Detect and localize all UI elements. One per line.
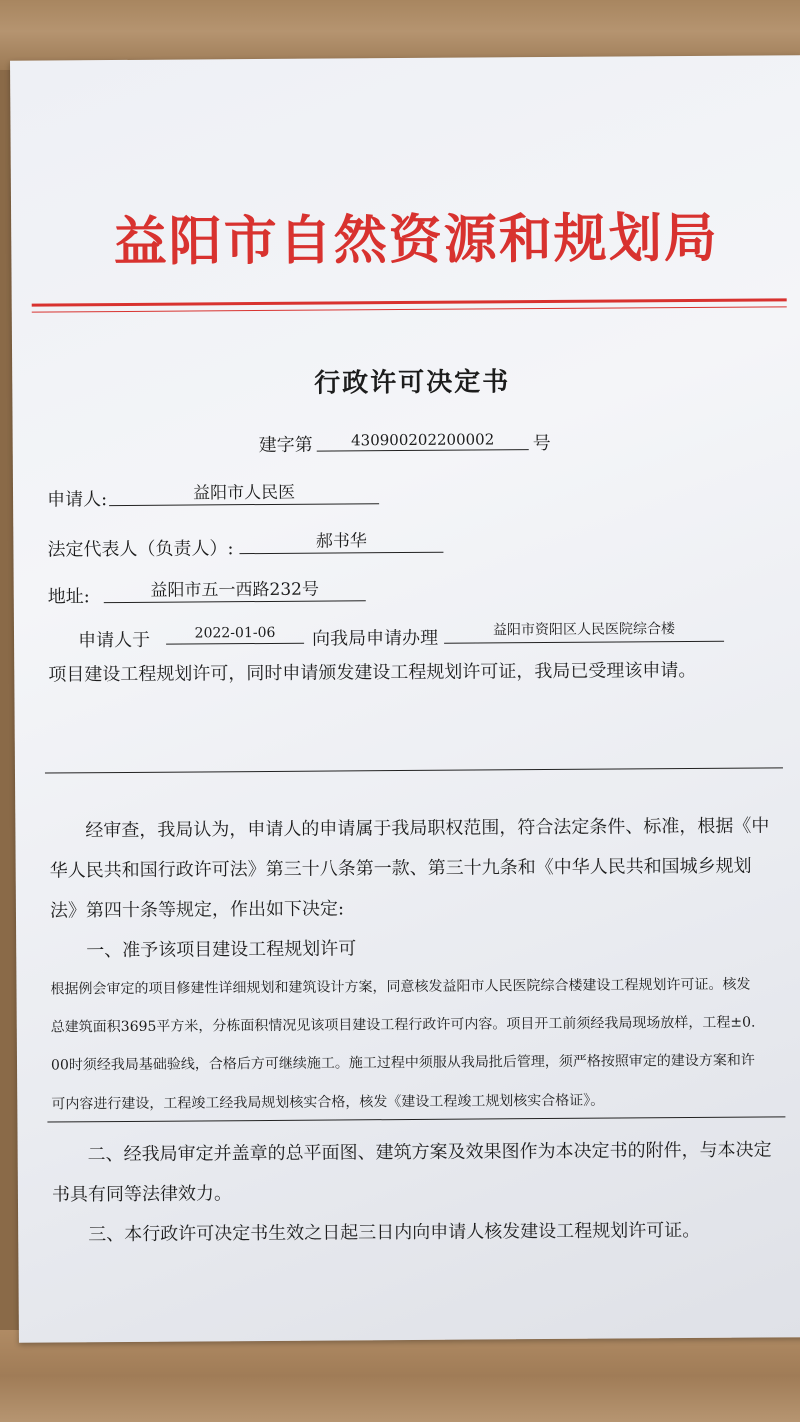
review-line-3: 法》第四十条等规定，作出如下决定: — [49, 898, 345, 922]
doc-number-prefix: 建字第 — [258, 434, 313, 457]
legal-rep-label: 法定代表人（负责人）: — [47, 538, 234, 561]
address-value: 益阳市五一西路232号 — [104, 578, 366, 603]
agency-header: 益阳市自然资源和规划局 — [113, 207, 719, 274]
doc-number: 430900202200002 — [317, 429, 529, 451]
application-project: 益阳市资阳区人民医院综合楼 — [444, 617, 724, 644]
application-date: 2022-01-06 — [166, 623, 304, 645]
document-paper — [10, 55, 800, 1342]
decision-1-body-4: 可内容进行建设，工程竣工经我局规划核实合格，核发《建设工程竣工规划核实合格证》。 — [51, 1092, 605, 1113]
wooden-table-bottom — [0, 1330, 800, 1422]
header-red-rule — [32, 298, 787, 306]
decision-2-line-1: 二、经我局审定并盖章的总平面图、建筑方案及效果图作为本决定书的附件，与本决定 — [87, 1139, 772, 1166]
applicant-value: 益阳市人民医 — [109, 481, 379, 506]
application-line2: 项目建设工程规划许可，同时申请颁发建设工程规划许可证，我局已受理该申请。 — [48, 659, 697, 686]
decision-1-body-2: 总建筑面积3695平方米，分栋面积情况见该项目建设工程行政许可内容。项目开工前须经我局现场放样，工程±0. — [50, 1014, 756, 1036]
document-title: 行政许可决定书 — [314, 367, 511, 399]
application-middle: 向我局申请办理 — [311, 627, 439, 650]
decision-1-rule — [47, 1116, 785, 1122]
decision-2-line-2: 书具有同等法律效力。 — [51, 1183, 232, 1206]
legal-rep-value: 郝书华 — [239, 530, 443, 554]
doc-number-suffix: 号 — [532, 432, 551, 455]
decision-1-title: 一、准予该项目建设工程规划许可 — [86, 938, 357, 962]
decision-1-body-1: 根据例会审定的项目修建性详细规划和建筑设计方案，同意核发益阳市人民医院综合楼建设工程规划许可证。核发 — [50, 976, 751, 998]
decision-3: 三、本行政许可决定书生效之日起三日内向申请人核发建设工程规划许可证。 — [88, 1219, 701, 1246]
decision-1-body-3: 00时须经我局基础验线，合格后方可继续施工。施工过程中须服从我局批后管理，须严格按照审定的建设方案和许 — [50, 1052, 755, 1074]
address-label: 地址: — [47, 586, 90, 608]
header-red-rule-thin — [32, 306, 787, 312]
review-line-2: 华人民共和国行政许可法》第三十八条第一款、第三十九条和《中华人民共和国城乡规划 — [49, 855, 752, 882]
application-prefix: 申请人于 — [77, 629, 151, 652]
review-line-1: 经审查，我局认为，申请人的申请属于我局职权范围，符合法定条件、标准，根据《中 — [85, 815, 770, 842]
applicant-label: 申请人: — [47, 489, 108, 511]
blank-rule — [45, 767, 783, 773]
